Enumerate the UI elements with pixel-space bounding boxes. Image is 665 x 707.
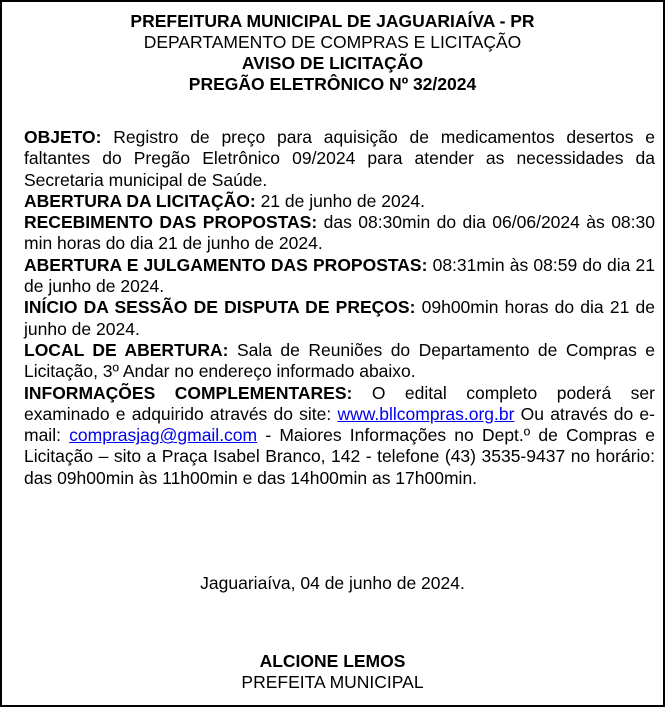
email-link[interactable]: comprasjag@gmail.com <box>69 425 258 446</box>
date-line: Jaguariaíva, 04 de junho de 2024. <box>200 573 465 593</box>
info-text-1: O edital completo poderá ser examinado e adquirido através do site: <box>24 382 655 424</box>
recebimento-text: das 08:30min do dia 06/06/2024 às 08:30 min horas do dia 21 de junho de 2024. <box>24 212 655 254</box>
julgamento-text: 08:31min às 08:59 do dia 21 de junho de 2024. <box>24 254 655 297</box>
objeto-label: OBJETO: <box>24 127 102 147</box>
local-paragraph <box>24 340 655 383</box>
info-text-3: - Maiores Informações no Dept.º de Compras e Licitação – sito a Praça Isabel Branco, 142 - telefone (43) 3535-9437 no horário: das 09h00min às 11h00min e das 14h00min as 17h00min. <box>24 425 655 488</box>
objeto-paragraph <box>24 127 655 191</box>
notice-title: AVISO DE LICITAÇÃO <box>241 53 424 73</box>
notice-header <box>2 11 663 95</box>
inicio-paragraph <box>24 297 655 340</box>
notice-body <box>24 127 655 489</box>
julgamento-paragraph <box>24 255 655 298</box>
inicio-label: INÍCIO DA SESSÃO DE DISPUTA DE PREÇOS: <box>24 297 416 318</box>
auction-number: PREGÃO ELETRÔNICO Nº 32/2024 <box>188 74 477 94</box>
abertura-paragraph <box>24 191 655 212</box>
info-paragraph <box>24 383 655 489</box>
signature-block <box>2 651 663 693</box>
recebimento-paragraph <box>24 212 655 255</box>
signer-name: ALCIONE LEMOS <box>259 651 406 671</box>
inicio-text: 09h00min horas do dia 21 de junho de 2024. <box>24 297 655 339</box>
recebimento-label: RECEBIMENTO DAS PROPOSTAS: <box>24 212 318 233</box>
info-text-2: Ou através do e-mail: <box>24 403 655 446</box>
objeto-text: Registro de preço para aquisição de medicamentos desertos e faltantes do Pregão Eletrônico 09/2024 para atender as necessidades da Secretaria municipal de Saúde. <box>24 127 655 190</box>
local-text: Sala de Reuniões do Departamento de Compras e Licitação, 3º Andar no endereço informado abaixo. <box>24 339 655 382</box>
signer-title: PREFEITA MUNICIPAL <box>241 672 424 692</box>
abertura-text: 21 de junho de 2024. <box>260 190 426 211</box>
info-label: INFORMAÇÕES COMPLEMENTARES: <box>24 382 353 403</box>
municipality-title: PREFEITURA MUNICIPAL DE JAGUARIAÍVA - PR <box>130 11 535 31</box>
department-title: DEPARTAMENTO DE COMPRAS E LICITAÇÃO <box>143 32 522 52</box>
julgamento-label: ABERTURA E JULGAMENTO DAS PROPOSTAS: <box>24 254 428 275</box>
local-label: LOCAL DE ABERTURA: <box>24 339 229 360</box>
site-link[interactable]: www.bllcompras.org.br <box>337 403 515 424</box>
abertura-label: ABERTURA DA LICITAÇÃO: <box>24 190 256 211</box>
